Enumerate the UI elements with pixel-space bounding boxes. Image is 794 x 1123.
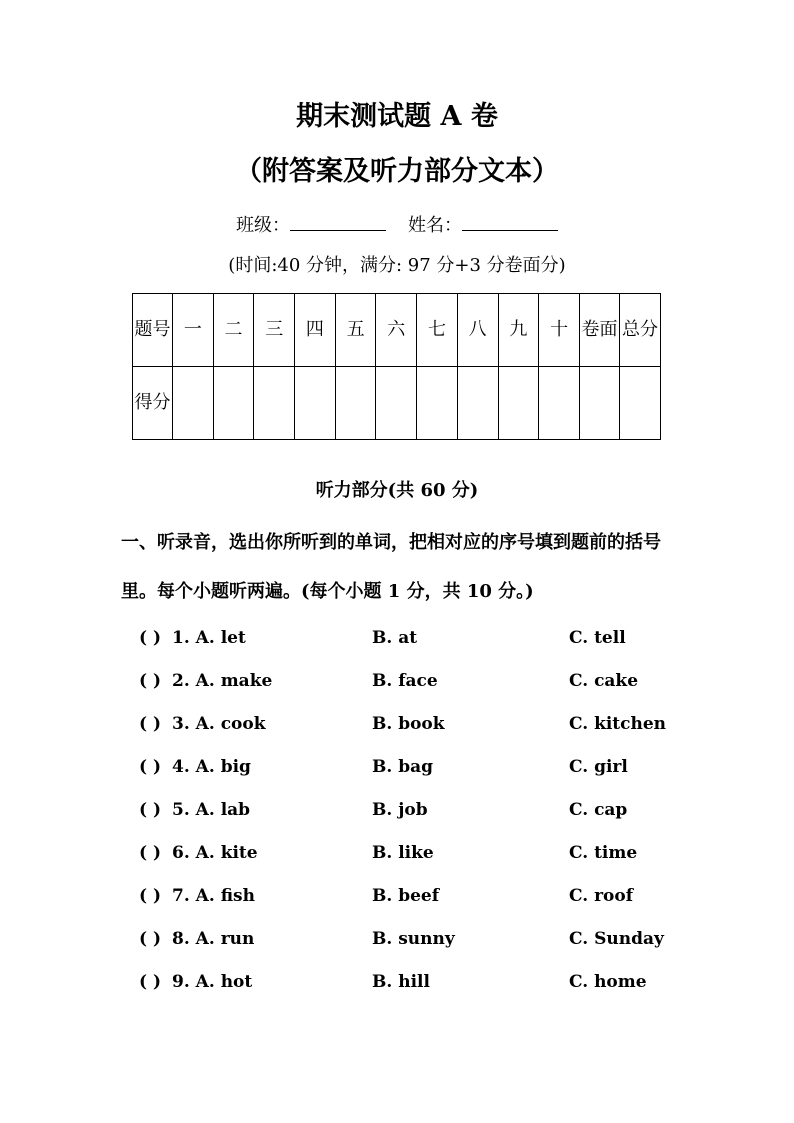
option-b: B. job <box>372 800 428 820</box>
score-table-header-row <box>133 294 661 367</box>
option-b: B. beef <box>372 886 440 906</box>
option-c: C. cap <box>569 800 628 820</box>
score-cell[interactable] <box>295 367 336 440</box>
listening-section-title: 听力部分(共 60 分) <box>315 480 479 501</box>
score-header-cell: 四 <box>295 294 336 367</box>
student-info-line <box>0 212 794 239</box>
class-blank[interactable] <box>290 212 386 231</box>
name-blank[interactable] <box>462 212 558 231</box>
class-label: 班级： <box>236 215 290 236</box>
score-cell[interactable] <box>539 367 580 440</box>
score-header-cell: 五 <box>335 294 376 367</box>
option-a: 5. A. lab <box>172 800 251 820</box>
time-score-info: (时间:40 分钟，满分: 97 分+3 分卷面分) <box>228 255 566 276</box>
question-row <box>0 668 794 694</box>
score-table <box>132 293 661 440</box>
score-header-cell: 三 <box>254 294 295 367</box>
score-header-cell: 七 <box>417 294 458 367</box>
page-subtitle: （附答案及听力部分文本） <box>235 156 559 187</box>
answer-paren[interactable]: ( ) <box>139 800 162 820</box>
option-a: 8. A. run <box>172 929 255 949</box>
score-header-cell: 二 <box>213 294 254 367</box>
question-row <box>0 840 794 866</box>
answer-paren[interactable]: ( ) <box>139 886 162 906</box>
score-header-cell: 八 <box>457 294 498 367</box>
option-c: C. time <box>569 843 638 863</box>
score-header-cell: 总分 <box>620 294 661 367</box>
score-cell[interactable] <box>620 367 661 440</box>
score-cell[interactable] <box>417 367 458 440</box>
option-a: 1. A. let <box>172 628 246 648</box>
option-a: 4. A. big <box>172 757 251 777</box>
option-c: C. girl <box>569 757 628 777</box>
question-row <box>0 754 794 780</box>
score-header-cell: 九 <box>498 294 539 367</box>
score-cell[interactable] <box>335 367 376 440</box>
option-b: B. like <box>372 843 434 863</box>
score-header-cell: 卷面 <box>580 294 620 367</box>
answer-paren[interactable]: ( ) <box>139 972 162 992</box>
option-b: B. hill <box>372 972 430 992</box>
score-header-cell: 一 <box>173 294 214 367</box>
option-a: 3. A. cook <box>172 714 266 734</box>
score-header-cell: 题号 <box>133 294 173 367</box>
question-row <box>0 797 794 823</box>
score-table-score-row <box>133 367 661 440</box>
score-cell[interactable] <box>580 367 620 440</box>
question-row <box>0 625 794 651</box>
option-a: 2. A. make <box>172 671 273 691</box>
option-c: C. roof <box>569 886 634 906</box>
score-cell[interactable] <box>457 367 498 440</box>
answer-paren[interactable]: ( ) <box>139 671 162 691</box>
option-b: B. book <box>372 714 445 734</box>
name-label: 姓名： <box>408 215 462 236</box>
option-a: 9. A. hot <box>172 972 253 992</box>
score-row-label: 得分 <box>133 367 173 440</box>
option-c: C. kitchen <box>569 714 667 734</box>
score-cell[interactable] <box>376 367 417 440</box>
option-c: C. home <box>569 972 647 992</box>
option-b: B. face <box>372 671 438 691</box>
score-cell[interactable] <box>173 367 214 440</box>
instruction-line: 一、听录音，选出你所听到的单词，把相对应的序号填到题前的括号 <box>121 532 661 553</box>
instruction-line: 里。每个小题听两遍。(每个小题 1 分，共 10 分。) <box>121 581 534 602</box>
answer-paren[interactable]: ( ) <box>139 628 162 648</box>
question-row <box>0 883 794 909</box>
option-c: C. cake <box>569 671 639 691</box>
answer-paren[interactable]: ( ) <box>139 843 162 863</box>
question-row <box>0 969 794 995</box>
option-b: B. bag <box>372 757 433 777</box>
option-c: C. tell <box>569 628 626 648</box>
option-b: B. sunny <box>372 929 455 949</box>
score-header-cell: 十 <box>539 294 580 367</box>
question-row <box>0 711 794 737</box>
answer-paren[interactable]: ( ) <box>139 714 162 734</box>
page-title: 期末测试题 A 卷 <box>296 101 498 132</box>
answer-paren[interactable]: ( ) <box>139 929 162 949</box>
score-cell[interactable] <box>498 367 539 440</box>
answer-paren[interactable]: ( ) <box>139 757 162 777</box>
score-cell[interactable] <box>254 367 295 440</box>
option-a: 7. A. fish <box>172 886 255 906</box>
score-cell[interactable] <box>213 367 254 440</box>
score-header-cell: 六 <box>376 294 417 367</box>
question-row <box>0 926 794 952</box>
option-c: C. Sunday <box>569 929 664 949</box>
option-a: 6. A. kite <box>172 843 258 863</box>
option-b: B. at <box>372 628 418 648</box>
